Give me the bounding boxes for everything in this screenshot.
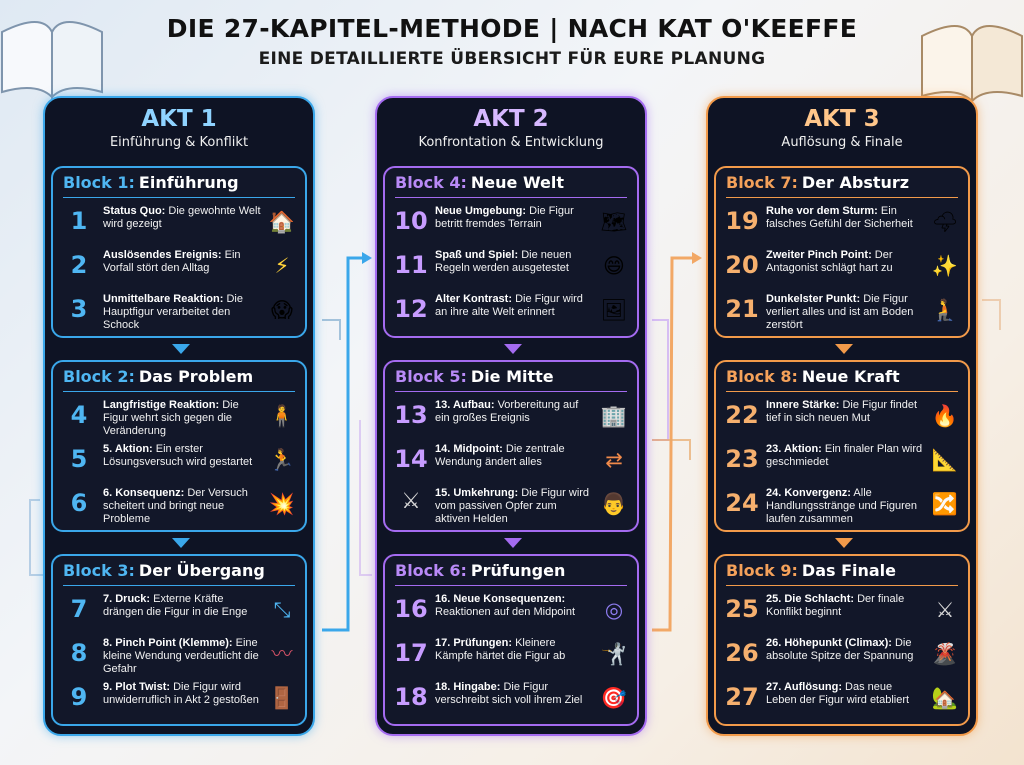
chapter-title: 18. Hingabe: (435, 681, 501, 693)
chapter-number: 21 (725, 295, 759, 323)
chapter-17 (385, 634, 637, 678)
block-4-header (385, 168, 637, 198)
chapter-8 (53, 634, 305, 678)
arrow-block-4-to-5 (504, 344, 522, 354)
block-9 (714, 554, 970, 726)
lightning-icon: ⚡ (274, 254, 290, 278)
block-1-name: Einführung (138, 173, 239, 192)
chapter-text: Die zentrale Wendung ändert alles (435, 443, 565, 468)
buildings-icon: 🏢 (600, 404, 628, 428)
fire-icon: 🔥 (931, 404, 959, 428)
page-title: DIE 27-KAPITEL-METHODE | NACH KAT O'KEEFFE (166, 14, 858, 43)
chapter-number: 6 (70, 489, 88, 517)
chapter-text: Die neuen Regeln werden ausgetestet (435, 249, 572, 274)
chapter-26 (716, 634, 968, 678)
chapter-title: 7. Druck: (103, 593, 151, 605)
chapter-text: Das neue Leben der Figur wird etabliert (766, 681, 910, 706)
chapter-text: Reaktionen auf den Midpoint (435, 606, 576, 618)
chapter-title: Spaß und Spiel: (435, 249, 519, 261)
block-1-header (53, 168, 305, 198)
chapter-number: 1 (70, 207, 88, 235)
block-3-header (53, 556, 305, 586)
chapter-6 (53, 484, 305, 528)
chapter-number: 3 (70, 295, 88, 323)
chapter-text: Eine kleine Wendung verdeutlicht die Gefahr (103, 637, 259, 675)
chapter-25 (716, 590, 968, 634)
chapter-title: 17. Prüfungen: (435, 637, 513, 649)
arrow-block-1-to-2 (172, 344, 190, 354)
fighters-icon: 🤺 (600, 642, 628, 666)
chapter-21 (716, 290, 968, 334)
chapter-3 (53, 290, 305, 334)
chapter-number: 13 (394, 401, 428, 429)
block-4 (383, 166, 639, 338)
chapter-text: Der Versuch scheitert und bringt neue Probleme (103, 487, 248, 525)
chapter-23 (716, 440, 968, 484)
house-icon: 🏠 (268, 210, 296, 234)
kneeling-figure-icon: 🧎 (931, 298, 959, 322)
chapter-text: Die Figur wird vom passiven Opfer zum aktiven Helden (435, 487, 590, 525)
chapter-number: 11 (394, 251, 428, 279)
chapter-title: 13. Aufbau: (435, 399, 495, 411)
chapter-title: 6. Konsequenz: (103, 487, 185, 499)
chapter-9 (53, 678, 305, 722)
act-2-subtitle: Konfrontation & Entwicklung (418, 135, 604, 150)
chapter-24 (716, 484, 968, 528)
chapter-text: Ein erster Lösungsversuch wird gestartet (103, 443, 253, 468)
arrow-block-8-to-9 (835, 538, 853, 548)
block-5-label: Block 5: (395, 367, 467, 386)
chapter-text: Ein Vorfall stört den Alltag (103, 249, 241, 274)
block-2-header (53, 362, 305, 392)
arrow-block-7-to-8 (835, 344, 853, 354)
volcano-icon: 🌋 (931, 642, 959, 666)
chapter-text: Die Hauptfigur verarbeitet den Schock (103, 293, 243, 331)
block-3 (51, 554, 307, 726)
chapter-title: Dunkelster Punkt: (766, 293, 861, 305)
block-6-label: Block 6: (395, 561, 467, 580)
chapter-text: Kleinere Kämpfe härtet die Figur ab (435, 637, 566, 662)
block-2-label: Block 2: (63, 367, 135, 386)
chapter-number: 23 (725, 445, 759, 473)
block-9-label: Block 9: (726, 561, 798, 580)
block-7-header (716, 168, 968, 198)
block-7 (714, 166, 970, 338)
crossed-swords-icon: ⚔ (401, 489, 421, 514)
chapter-5 (53, 440, 305, 484)
chapter-13 (385, 396, 637, 440)
target-icon: 🎯 (600, 686, 628, 710)
explosion-gear-icon: 💥 (268, 492, 296, 516)
chapter-title: Ruhe vor dem Sturm: (766, 205, 878, 217)
split-arrows-icon: ⇄ (605, 448, 623, 472)
happy-faces-icon: 😄 (603, 254, 625, 278)
block-8-label: Block 8: (726, 367, 798, 386)
chapter-title: 14. Midpoint: (435, 443, 503, 455)
block-2-name: Das Problem (138, 367, 254, 386)
block-7-name: Der Absturz (801, 173, 910, 192)
chapter-title: 15. Umkehrung: (435, 487, 519, 499)
crossed-swords-icon: ⚔ (935, 598, 955, 622)
chapter-text: Die Figur betritt fremdes Terrain (435, 205, 574, 230)
block-6-header (385, 556, 637, 586)
door-icon: 🚪 (268, 686, 296, 710)
chapter-7 (53, 590, 305, 634)
chapter-title: 26. Höhepunkt (Climax): (766, 637, 892, 649)
chapter-text: Alle Handlungsstränge und Figuren laufen zusammen (766, 487, 918, 525)
chapter-title: 25. Die Schlacht: (766, 593, 855, 605)
chapter-number: 16 (394, 595, 428, 623)
act-2-panel (375, 96, 647, 736)
chapter-title: 9. Plot Twist: (103, 681, 171, 693)
chapter-title: Alter Kontrast: (435, 293, 513, 305)
compress-arrows-icon: ⤡ (273, 598, 291, 622)
photos-icon: 🖼 (600, 298, 628, 322)
chapter-text: Die Figur findet tief in sich neuen Mut (766, 399, 918, 424)
chapter-number: 19 (725, 207, 759, 235)
block-7-label: Block 7: (726, 173, 798, 192)
home-icon: 🏡 (931, 686, 959, 710)
chapter-number: 18 (394, 683, 428, 711)
chapter-text: Die Figur verschreibt sich voll ihrem Ziel (435, 681, 583, 706)
chapter-title: 16. Neue Konsequenzen: (435, 593, 566, 605)
arrow-block-2-to-3 (172, 538, 190, 548)
chapter-22 (716, 396, 968, 440)
chapter-15 (385, 484, 637, 528)
chapter-number: 27 (725, 683, 759, 711)
chapter-title: Unmittelbare Reaktion: (103, 293, 224, 305)
chapter-20 (716, 246, 968, 290)
chapter-text: Der finale Konflikt beginnt (766, 593, 905, 618)
chapter-number: 4 (70, 401, 88, 429)
chapter-text: Ein falsches Gefühl der Sicherheit (766, 205, 913, 230)
chapter-title: Neue Umgebung: (435, 205, 527, 217)
chapter-18 (385, 678, 637, 722)
chapter-number: 9 (70, 683, 88, 711)
act-3-subtitle: Auflösung & Finale (781, 135, 903, 150)
block-1-label: Block 1: (63, 173, 135, 192)
act-2-header (377, 98, 645, 164)
chapter-title: 23. Aktion: (766, 443, 822, 455)
chapter-text: Die absolute Spitze der Spannung (766, 637, 914, 662)
act-1-header (45, 98, 313, 164)
chapter-10 (385, 202, 637, 246)
chapter-number: 7 (70, 595, 88, 623)
act-3-panel (706, 96, 978, 736)
ripple-icon: ◎ (604, 598, 624, 622)
block-5-header (385, 362, 637, 392)
chapter-number: 17 (394, 639, 428, 667)
chapter-title: 5. Aktion: (103, 443, 153, 455)
block-9-header (716, 556, 968, 586)
chapter-title: Status Quo: (103, 205, 166, 217)
chapter-11 (385, 246, 637, 290)
resisting-figure-icon: 🧍 (268, 404, 296, 428)
block-3-name: Der Übergang (138, 561, 265, 580)
chapter-number: 8 (70, 639, 88, 667)
chapter-text: Ein finaler Plan wird geschmiedet (766, 443, 923, 468)
act-3-title: AKT 3 (804, 106, 880, 132)
block-5 (383, 360, 639, 532)
chapter-text: Die gewohnte Welt wird gezeigt (103, 205, 261, 230)
chapter-4 (53, 396, 305, 440)
chapter-number: 14 (394, 445, 428, 473)
chapter-text: Die Figur wird unwiderruflich in Akt 2 gestoßen (103, 681, 259, 706)
act-1-title: AKT 1 (141, 106, 217, 132)
chapter-number: 24 (725, 489, 759, 517)
chapter-text: Die Figur verliert alles und ist am Boden zerstört (766, 293, 914, 331)
chapter-title: Innere Stärke: (766, 399, 840, 411)
chapter-19 (716, 202, 968, 246)
chapter-title: 24. Konvergenz: (766, 487, 851, 499)
chapter-27 (716, 678, 968, 722)
block-8-name: Neue Kraft (801, 367, 900, 386)
chapter-number: 26 (725, 639, 759, 667)
chapter-title: Langfristige Reaktion: (103, 399, 220, 411)
chapter-number: 5 (70, 445, 88, 473)
chapter-number: 20 (725, 251, 759, 279)
shuffle-icon: 🔀 (931, 492, 959, 516)
chapter-title: 27. Auflösung: (766, 681, 842, 693)
chapter-number: 10 (394, 207, 428, 235)
block-6-name: Prüfungen (470, 561, 566, 580)
chapter-title: Zweiter Pinch Point: (766, 249, 872, 261)
scream-face-icon: 😱 (271, 298, 293, 322)
chapter-1 (53, 202, 305, 246)
block-5-name: Die Mitte (470, 367, 554, 386)
act-1-subtitle: Einführung & Konflikt (109, 135, 249, 150)
act-3-header (708, 98, 976, 164)
chapter-16 (385, 590, 637, 634)
block-9-name: Das Finale (801, 561, 897, 580)
block-2 (51, 360, 307, 532)
storm-cloud-icon: 🌩 (931, 210, 959, 234)
block-4-name: Neue Welt (470, 173, 565, 192)
arrow-block-5-to-6 (504, 538, 522, 548)
chapter-number: 2 (70, 251, 88, 279)
map-icon: 🗺 (600, 210, 628, 234)
act-2-title: AKT 2 (473, 106, 549, 132)
wand-spark-icon: ✨ (931, 254, 959, 278)
block-8-header (716, 362, 968, 392)
blueprint-icon: 📐 (931, 448, 959, 472)
chapter-number: 25 (725, 595, 759, 623)
block-3-label: Block 3: (63, 561, 135, 580)
block-8 (714, 360, 970, 532)
page-subtitle: EINE DETAILLIERTE ÜBERSICHT FÜR EURE PLANUNG (258, 49, 766, 69)
chapter-number: 22 (725, 401, 759, 429)
chapter-text: Der Antagonist schlägt hart zu (766, 249, 893, 274)
chapter-2 (53, 246, 305, 290)
chapter-text: Die Figur wehrt sich gegen die Veränderung (103, 399, 239, 437)
chapter-text: Die Figur wird an ihre alte Welt erinnert (435, 293, 583, 318)
chapter-title: Auslösendes Ereignis: (103, 249, 222, 261)
chapter-14 (385, 440, 637, 484)
act-1-panel (43, 96, 315, 736)
chapter-text: Externe Kräfte drängen die Figur in die Enge (103, 593, 248, 618)
twist-arrow-icon: 〰 (271, 642, 293, 666)
block-6 (383, 554, 639, 726)
block-4-label: Block 4: (395, 173, 467, 192)
chapter-number: 12 (394, 295, 428, 323)
chapter-title: 8. Pinch Point (Klemme): (103, 637, 233, 649)
running-figure-icon: 🏃 (268, 448, 296, 472)
chapter-12 (385, 290, 637, 334)
chapter-text: Vorbereitung auf ein großes Ereignis (435, 399, 579, 424)
block-1 (51, 166, 307, 338)
hero-face-icon: 👨 (600, 492, 628, 516)
